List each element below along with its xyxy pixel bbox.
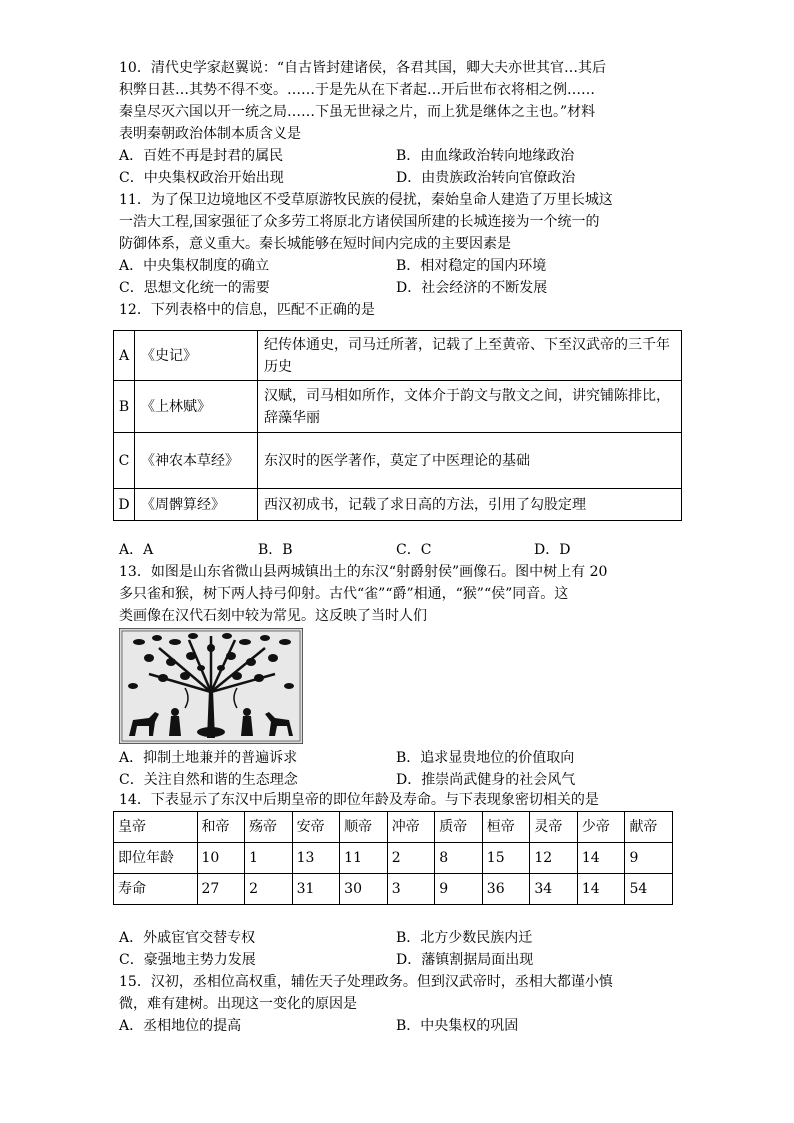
table-row: [114, 489, 682, 521]
table-cell: 36: [482, 874, 530, 905]
q15-option-b: B．中央集权的巩固: [396, 1018, 519, 1034]
table-cell: 献帝: [625, 812, 673, 843]
table-cell: 东汉时的医学著作，莫定了中医理论的基础: [258, 433, 682, 489]
q11-option-d: D．社会经济的不断发展: [396, 280, 548, 296]
table-cell: 和帝: [197, 812, 245, 843]
table-cell: 安帝: [292, 812, 340, 843]
table-cell: 2: [245, 874, 293, 905]
q10-line-3: 秦皇尽灭六国以开一统之局……下虽无世禄之片，而上犹是继体之主也。”材料: [119, 104, 596, 120]
q12-stem: 12．下列表格中的信息，匹配不正确的是: [119, 302, 375, 318]
table-cell: A: [114, 331, 135, 381]
q11-line-3: 防御体系，意义重大。秦长城能够在短时间内完成的主要因素是: [119, 236, 511, 252]
table-cell: 纪传体通史，司马迁所著，记载了上至黄帝、下至汉武帝的三千年历史: [258, 331, 682, 381]
q11-option-a: A．中央集权制度的确立: [119, 258, 270, 274]
q12-option-a: A．A: [119, 542, 154, 558]
table-cell: 54: [625, 874, 673, 905]
table-row: [114, 433, 682, 489]
q14-table: [113, 811, 673, 905]
table-cell: 即位年龄: [114, 843, 198, 874]
table-cell: 《史记》: [135, 331, 258, 381]
table-row: [114, 843, 673, 874]
table-row: [114, 874, 673, 905]
table-cell: 8: [435, 843, 483, 874]
q10-option-a: A．百姓不再是封君的属民: [119, 148, 284, 164]
q12-option-d: D．D: [534, 542, 571, 558]
table-cell: 皇帝: [114, 812, 198, 843]
table-cell: B: [114, 381, 135, 433]
table-cell: C: [114, 433, 135, 489]
table-cell: 《周髀算经》: [135, 489, 258, 521]
q11-line-2: 一浩大工程,国家强征了众多劳工将原北方诸侯国所建的长城连接为一个统一的: [119, 214, 600, 230]
q12-option-b: B．B: [258, 542, 293, 558]
q10-line-1: 10．清代史学家赵翼说：“自古皆封建诸侯，各君其国，卿大夫亦世其官…其后: [119, 60, 606, 76]
table-cell: 3: [387, 874, 435, 905]
table-cell: 9: [435, 874, 483, 905]
q14-stem: 14．下表显示了东汉中后期皇帝的即位年龄及寿命。与下表现象密切相关的是: [119, 792, 599, 808]
q11-option-b: B．相对稳定的国内环境: [396, 258, 547, 274]
table-cell: 冲帝: [387, 812, 435, 843]
table-cell: 西汉初成书，记载了求日高的方法，引用了勾股定理: [258, 489, 682, 521]
q14-option-d: D．藩镇割据局面出现: [396, 952, 534, 968]
q10-line-4: 表明秦朝政治体制本质含义是: [119, 126, 301, 142]
table-cell: 2: [387, 843, 435, 874]
table-cell: 14: [577, 843, 625, 874]
q14-option-a: A．外戚宦官交替专权: [119, 930, 256, 946]
q10-line-2: 积弊日甚…其势不得不变。……于是先从在下者起…开后世布衣将相之例……: [119, 82, 595, 98]
q14-option-c: C．豪强地主势力发展: [119, 952, 256, 968]
table-cell: 《神农本草经》: [135, 433, 258, 489]
table-cell: 质帝: [435, 812, 483, 843]
q12-option-c: C．C: [396, 542, 432, 558]
q13-line-1: 13．如图是山东省微山县两城镇出土的东汉“射爵射侯”画像石。图中树上有 20: [119, 564, 608, 580]
table-cell: 14: [577, 874, 625, 905]
table-cell: 1: [245, 843, 293, 874]
q13-line-3: 类画像在汉代石刻中较为常见。这反映了当时人们: [119, 608, 427, 624]
stone-relief-image: [119, 628, 303, 744]
q10-option-b: B．由血缘政治转向地缘政治: [396, 148, 575, 164]
table-cell: 殇帝: [245, 812, 293, 843]
q13-line-2: 多只雀和猴，树下两人持弓仰射。古代“雀”“爵”相通，“猴”“侯”同音。这: [119, 586, 569, 602]
q13-option-d: D．推崇尚武健身的社会风气: [396, 772, 576, 788]
table-cell: 10: [197, 843, 245, 874]
table-cell: 《上林赋》: [135, 381, 258, 433]
q13-option-c: C．关注自然和谐的生态理念: [119, 772, 298, 788]
table-cell: D: [114, 489, 135, 521]
table-cell: 12: [530, 843, 578, 874]
table-cell: 31: [292, 874, 340, 905]
table-row: [114, 381, 682, 433]
q13-option-a: A．抑制土地兼并的普遍诉求: [119, 750, 298, 766]
q12-table: [113, 330, 682, 521]
table-cell: 11: [340, 843, 388, 874]
table-cell: 桓帝: [482, 812, 530, 843]
q15-line-2: 微，难有建树。出现这一变化的原因是: [119, 996, 357, 1012]
table-cell: 9: [625, 843, 673, 874]
table-cell: 30: [340, 874, 388, 905]
q11-line-1: 11．为了保卫边境地区不受草原游牧民族的侵扰，秦始皇命人建造了万里长城这: [119, 192, 613, 208]
table-cell: 34: [530, 874, 578, 905]
q11-option-c: C．思想文化统一的需要: [119, 280, 270, 296]
table-cell: 13: [292, 843, 340, 874]
table-cell: 灵帝: [530, 812, 578, 843]
q10-option-c: C．中央集权政治开始出现: [119, 170, 284, 186]
table-cell: 15: [482, 843, 530, 874]
q14-option-b: B．北方少数民族内迁: [396, 930, 533, 946]
table-cell: 汉赋，司马相如所作，文体介于韵文与散文之间，讲究铺陈排比，辞藻华丽: [258, 381, 682, 433]
table-row: [114, 812, 673, 843]
q15-option-a: A．丞相地位的提高: [119, 1018, 242, 1034]
table-cell: 寿命: [114, 874, 198, 905]
q10-option-d: D．由贵族政治转向官僚政治: [396, 170, 576, 186]
table-cell: 27: [197, 874, 245, 905]
q13-option-b: B．追求显贵地位的价值取向: [396, 750, 575, 766]
q15-line-1: 15．汉初，丞相位高权重，辅佐天子处理政务。但到汉武帝时，丞相大都谨小慎: [119, 974, 613, 990]
table-cell: 少帝: [577, 812, 625, 843]
table-cell: 顺帝: [340, 812, 388, 843]
table-row: [114, 331, 682, 381]
